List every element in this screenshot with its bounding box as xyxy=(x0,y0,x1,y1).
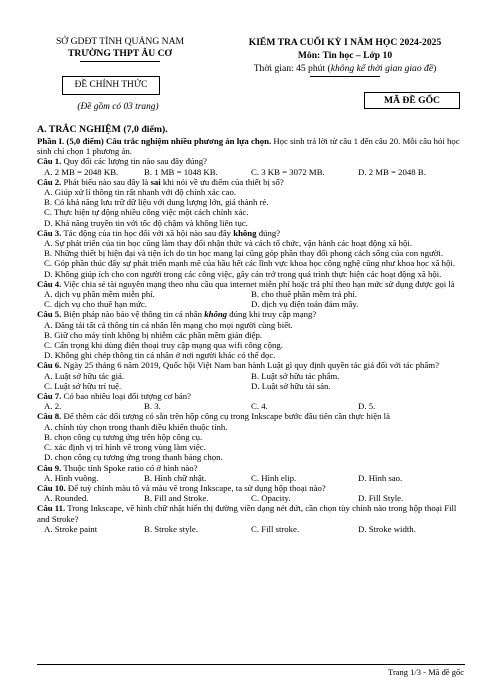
answer-option: C. Thực hiện tự động nhiều công việc một cách chính xác. xyxy=(44,207,249,218)
school-name: TRƯỜNG THPT ÂU CƠ xyxy=(67,48,173,59)
question-text: đúng? xyxy=(256,227,281,238)
question-6 xyxy=(37,360,465,370)
exam-content xyxy=(37,124,465,534)
part1-text: Học sinh trả lời từ câu 1 đến câu 20. Mỗi câu hỏi học sinh chỉ chọn 1 phương án. xyxy=(37,136,460,157)
answer-option: B. Fill and Stroke. xyxy=(144,493,209,504)
question-emphasis: sai xyxy=(150,176,161,187)
exam-time-prefix: Thời gian: 45 phút ( xyxy=(253,63,331,74)
question-number: Câu 3. xyxy=(37,227,62,238)
answer-option: D. chọn công cụ tương ứng trong thanh bảng chọn. xyxy=(44,452,223,463)
answer-option: D. Không giúp ích cho con người trong các công việc, gây cản trở trong quá trình thực hiện các hoạt động xã hội. xyxy=(44,268,442,279)
exam-time-note: không kể thời gian giao đề xyxy=(330,63,434,74)
question-number: Câu 9. xyxy=(37,462,62,473)
answer-option: B. Stroke style. xyxy=(144,523,198,534)
answer-option: B. cho thuê phần mềm trả phí. xyxy=(251,289,357,300)
part1-instructions xyxy=(37,136,465,156)
page-footer: Trang 1/3 - Mã đề gốc xyxy=(388,667,464,677)
answer-row xyxy=(37,289,465,299)
question-11 xyxy=(37,503,465,523)
answer-row xyxy=(37,371,465,381)
question-text: Phát biểu nào sau đây là xyxy=(61,176,151,187)
question-text: Tác động của tin học đối với xã hội nào sau đây xyxy=(61,227,234,238)
exam-code-box: MÃ ĐỀ GỐC xyxy=(364,92,460,109)
question-text: Quy đổi các lượng tin nào sau đây đúng? xyxy=(61,156,208,167)
section-a-title: A. TRẮC NGHIỆM (7,0 điểm). xyxy=(37,124,168,135)
exam-title: KIỂM TRA CUỐI KỲ I NĂM HỌC 2024-2025 xyxy=(248,37,442,48)
question-2 xyxy=(37,177,465,187)
question-emphasis: không xyxy=(204,309,228,320)
answer-row xyxy=(37,473,465,483)
answer-option: A. Stroke paint xyxy=(44,523,98,534)
question-number: Câu 1. xyxy=(37,156,62,167)
question-number: Câu 7. xyxy=(37,391,62,402)
question-number: Câu 5. xyxy=(37,309,62,320)
answer-option: A. Hình vuông. xyxy=(44,472,99,483)
question-text: Việc chia sẻ tài nguyên mạng theo nhu cầu qua internet miễn phí hoặc trả phí theo hạn mức sử dụng được gọi là xyxy=(61,278,455,289)
question-7 xyxy=(37,391,465,401)
exam-header xyxy=(210,36,480,77)
question-text: Ngày 25 tháng 6 năm 2019, Quốc hội Việt Nam ban hành Luật gì quy định quyền tác giả đối với tác phẩm? xyxy=(61,360,439,371)
exam-time xyxy=(210,62,480,75)
exam-time-suffix: ) xyxy=(433,63,437,74)
official-exam-box: ĐỀ CHÍNH THỨC xyxy=(62,76,160,95)
question-number: Câu 2. xyxy=(37,176,62,187)
answer-option: B. 3. xyxy=(144,401,161,412)
question-text: Biện pháp nào bảo vệ thông tin cá nhân xyxy=(61,309,205,320)
question-9 xyxy=(37,463,465,473)
answer-option: D. 5. xyxy=(358,401,376,412)
answer-option: C. Cẩn trọng khi dùng điện thoại truy cập mạng qua wifi công cộng. xyxy=(44,340,283,351)
answer-option: A. chính tùy chọn trong thanh điều khiển thuộc tính. xyxy=(44,421,228,432)
school-header xyxy=(30,36,210,62)
answer-option: C. dịch vụ cho thuê hạn mức. xyxy=(44,299,147,310)
answer-option: D. dịch vụ điện toán đám mây. xyxy=(251,299,359,310)
answer-row xyxy=(37,493,465,503)
question-text: khi nói về ưu điểm của thiết bị số? xyxy=(160,176,284,187)
answer-row xyxy=(37,167,465,177)
answer-option: C. 4. xyxy=(251,401,268,412)
department-name: SỞ GDĐT TỈNH QUẢNG NAM xyxy=(55,36,185,47)
answer-row xyxy=(37,299,465,309)
question-text: Để tuỳ chỉnh màu tô và màu vẽ trong Inkscape, ta sử dụng hộp thoại nào? xyxy=(65,482,326,493)
question-number: Câu 4. xyxy=(37,278,62,289)
answer-option: A. dịch vụ phần mềm miễn phí. xyxy=(44,289,155,300)
answer-option: B. Hình chữ nhật. xyxy=(144,472,207,483)
question-text: Để thêm các đối tượng có sẵn trên hộp công cụ trong Inkscape bước đầu tiên cần thực hiện là xyxy=(61,411,390,422)
question-number: Câu 11. xyxy=(37,503,66,514)
exam-subject: Môn: Tin học – Lớp 10 xyxy=(297,50,393,61)
answer-option: D. 2 MB = 2048 B. xyxy=(358,166,426,177)
answer-option: B. chọn công cụ tương ứng trên hộp công cụ. xyxy=(44,431,203,442)
answer-option: A. Sự phát triển của tin học cũng làm thay đổi nhận thức và cách tổ chức, vận hành các hoạt động xã hội. xyxy=(44,238,413,249)
answer-option: D. Stroke width. xyxy=(358,523,416,534)
footer-divider xyxy=(37,664,465,665)
answer-option: C. Opacity. xyxy=(251,493,291,504)
header-underline xyxy=(80,61,160,62)
answer-option: C. Hình elip. xyxy=(251,472,297,483)
answer-option: B. Những thiết bị hiện đại và tiện ích do tin học mang lại cũng góp phần thay đổi phong cách sống của con người. xyxy=(44,248,444,259)
question-1 xyxy=(37,156,465,166)
question-text: Trong Inkscape, vẽ hình chữ nhật hiển thị đường viền dạng nét đứt, cần chọn tùy chỉnh nào trong hộp thoại Fill and Stroke? xyxy=(37,503,457,524)
pages-note: (Đề gồm có 03 trang) xyxy=(77,102,159,112)
answer-option: A. Giúp xử lí thông tin rất nhanh với độ chính xác cao. xyxy=(44,187,237,198)
part1-heading: Phần I. (5,0 điểm) Câu trắc nghiệm nhiều phương án lựa chọn. xyxy=(37,136,272,146)
answer-row xyxy=(37,401,465,411)
question-3 xyxy=(37,228,465,238)
question-text: đúng khi truy cập mạng? xyxy=(227,309,317,320)
answer-option: A. 2 MB = 2048 KB. xyxy=(44,166,119,177)
question-10 xyxy=(37,483,465,493)
answer-option: C. xác định vị trí hình vẽ trong vùng làm việc. xyxy=(44,442,206,453)
question-5 xyxy=(37,309,465,319)
question-number: Câu 10. xyxy=(37,482,66,493)
answer-option: A. Đăng tải tất cả thông tin cá nhân lên mạng cho mọi người cùng biết. xyxy=(44,319,293,330)
answer-option: D. Hình sao. xyxy=(358,472,403,483)
question-number: Câu 8. xyxy=(37,411,62,422)
answer-option: C. Fill stroke. xyxy=(251,523,300,534)
answer-row xyxy=(37,524,465,534)
question-4 xyxy=(37,279,465,289)
answer-option: D. Khả năng truyền tin với tốc độ chậm và không liên tục. xyxy=(44,217,248,228)
answer-option: C. Góp phần thúc đẩy sự phát triển mạnh mẽ của hầu hết các lĩnh vực khoa học công nghệ cũng như khoa học xã hội. xyxy=(44,258,456,269)
answer-option: A. Rounded. xyxy=(44,493,89,504)
answer-row xyxy=(37,381,465,391)
question-number: Câu 6. xyxy=(37,360,62,371)
answer-option: B. Có khả năng lưu trữ dữ liệu với dung lượng lớn, giá thành rẻ. xyxy=(44,197,269,208)
answer-option: B. Giữ cho máy tính không bị nhiễm các phần mềm gián điệp. xyxy=(44,329,263,340)
answer-option: A. 2. xyxy=(44,401,62,412)
answer-option: D. Không ghi chép thông tin cá nhân ở nơi người khác có thể đọc. xyxy=(44,350,276,361)
header-underline xyxy=(310,76,380,77)
answer-option: C. 3 KB = 3072 MB. xyxy=(251,166,325,177)
question-text: Thuộc tính Spoke ratio có ở hình nào? xyxy=(61,462,198,473)
question-8 xyxy=(37,411,465,421)
answer-option: D. Luật sở hữu tài sản. xyxy=(251,380,331,391)
answer-option: A. Luật sở hữu tác giả. xyxy=(44,370,125,381)
answer-option: D. Fill Style. xyxy=(358,493,404,504)
question-text: Có bao nhiêu loại đối tượng cơ bản? xyxy=(61,391,191,402)
answer-option: B. 1 MB = 1048 KB. xyxy=(144,166,218,177)
answer-option: B. Luật sở hữu tác phẩm. xyxy=(251,370,340,381)
question-emphasis: không xyxy=(233,227,257,238)
answer-option: C. Luật sở hữu trí tuệ. xyxy=(44,380,122,391)
